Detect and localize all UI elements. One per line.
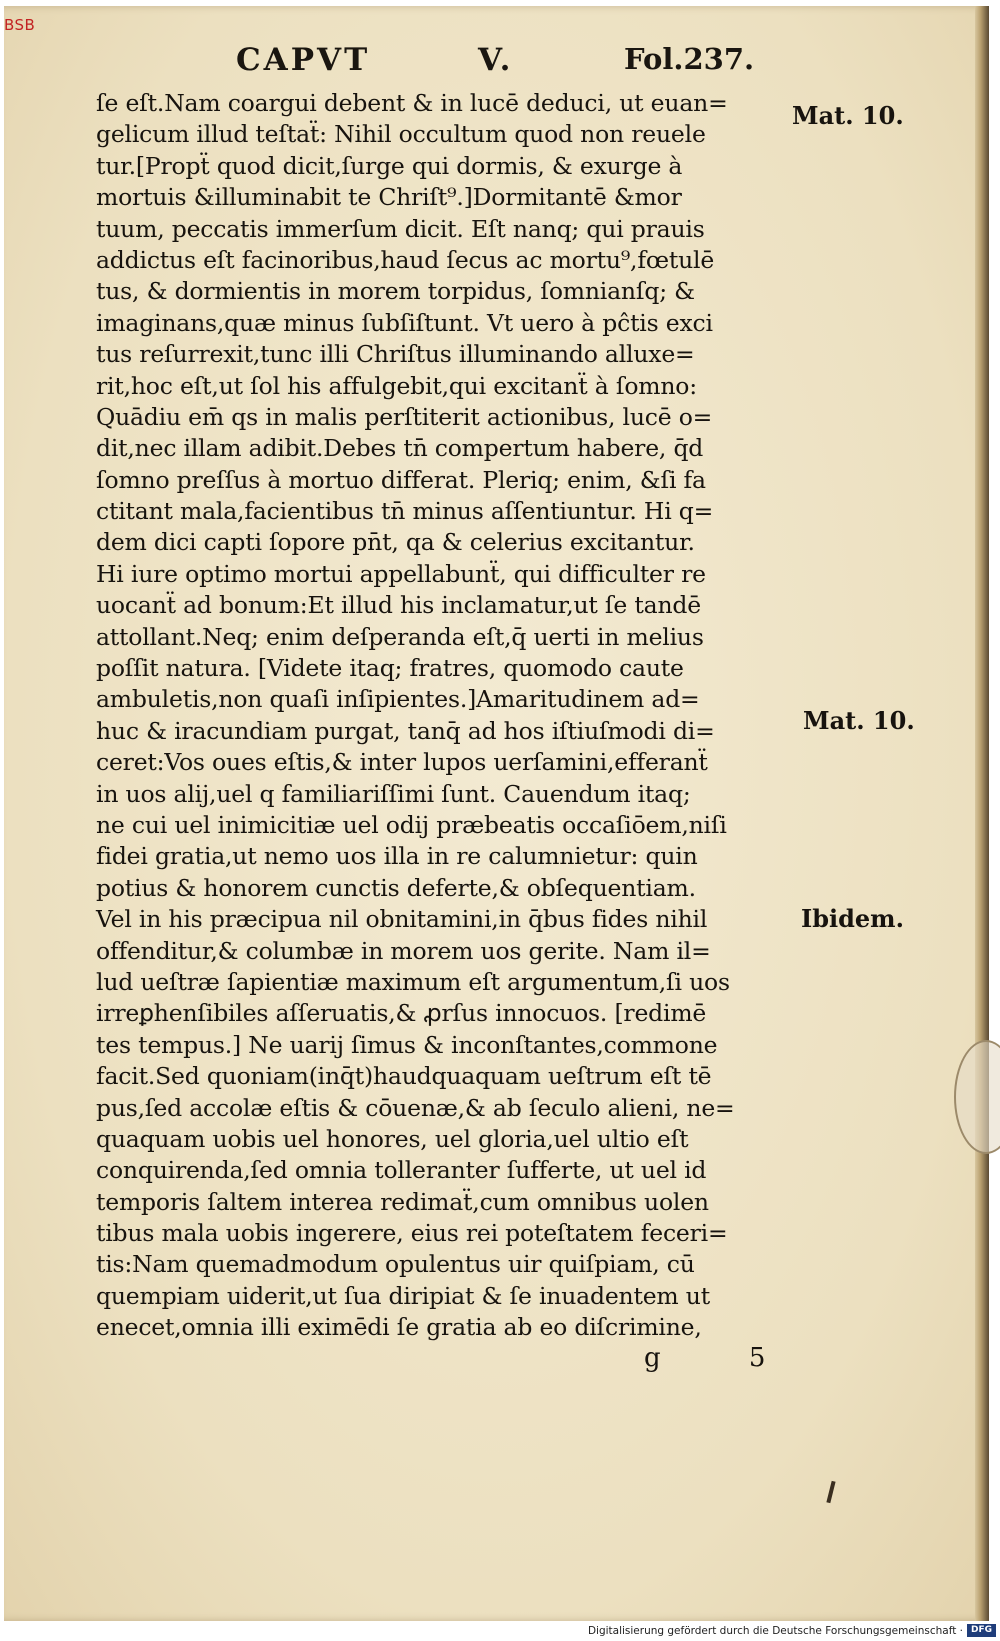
book-page — [4, 6, 989, 1621]
text-line: ne cui uel inimicitiæ uel odij præbeatis occaſiōem,niſi — [96, 810, 727, 839]
text-line: ambuletis,non quaſi inſipientes.]Amaritudinem ad= — [96, 685, 700, 714]
dfg-logo: DFG — [967, 1624, 996, 1637]
text-line: imaginans,quæ minus ſubſiſtunt. Vt uero à pĉtis exci — [96, 308, 713, 337]
text-line: potius & honorem cunctis deferte,& obſequentiam. — [96, 873, 696, 902]
text-line: huc & iracundiam purgat, tanq̄ ad hos iſtiuſmodi di= — [96, 716, 715, 745]
ink-mark — [826, 1481, 835, 1503]
text-line: facit.Sed quoniam(inq̄t)haudquaquam ueſtrum eſt tē — [96, 1062, 712, 1091]
text-line: ceret:Vos oues eſtis,& inter lupos uerſamini,efferanẗ — [96, 748, 708, 777]
text-line: pus,ſed accolæ eſtis & cōuenæ,& ab ſeculo alieni, ne= — [96, 1093, 735, 1122]
text-line: tus reſurrexit,tunc illi Chriſtus illuminando alluxe= — [96, 340, 695, 369]
text-line: enecet,omnia illi eximēdi ſe gratia ab eo diſcrimine, — [96, 1313, 702, 1342]
text-line: in uos alij,uel q familiariſſimi ſunt. Cauendum itaq; — [96, 779, 691, 808]
text-line: fidei gratia,ut nemo uos illa in re calumnietur: quin — [96, 842, 698, 871]
text-line: uocanẗ ad bonum:Et illud his inclamatur,ut ſe tandē — [96, 591, 701, 620]
page-fore-edge — [975, 6, 989, 1621]
text-line: rit,hoc eſt,ut ſol his affulgebit,qui excitanẗ à ſomno: — [96, 371, 697, 400]
text-line: ſe eſt.Nam coargui debent & in lucē deduci, ut euan= — [96, 89, 728, 117]
text-line: quaquam uobis uel honores, uel gloria,uel ultio eſt — [96, 1124, 689, 1153]
text-line: offenditur,& columbæ in morem uos gerite. Nam il= — [96, 936, 711, 965]
footer-credit: Digitalisierung gefördert durch die Deutsche Forschungsgemeinschaft · — [587, 1625, 963, 1637]
running-head-chapter: CAPVT — [236, 42, 371, 78]
text-line: ctitant mala,facientibus tn̄ minus aſſentiuntur. Hi q= — [96, 497, 714, 526]
text-line: gelicum illud teſtaẗ: Nihil occultum quod non reuele — [96, 120, 706, 149]
body-text — [96, 88, 796, 1344]
text-line: temporis ſaltem interea redimaẗ,cum omnibus uolen — [96, 1187, 709, 1216]
marginal-note: Ibidem. — [801, 904, 904, 933]
text-line: Quādiu em̄ qs in malis perſtiterit actionibus, lucē o= — [96, 402, 713, 431]
text-line: attollant.Neq; enim deſperanda eſt,q̄ uerti in melius — [96, 622, 704, 651]
marginal-note: Mat. 10. — [803, 706, 915, 735]
text-line: tibus mala uobis ingerere, eius rei poteſtatem feceri= — [96, 1219, 728, 1248]
text-line: tur.[Propẗ quod dicit,ſurge qui dormis, & exurge à — [96, 151, 683, 180]
text-line: Hi iure optimo mortui appellabunẗ, qui difficulter re — [96, 559, 706, 588]
text-line: poſſit natura. [Videte itaq; fratres, quomodo caute — [96, 654, 684, 683]
marginal-note: Mat. 10. — [792, 101, 904, 130]
text-line: tis:Nam quemadmodum opulentus uir quiſpiam, cū — [96, 1250, 695, 1279]
footer-bar — [0, 1621, 1000, 1641]
running-head-chapter-number: V. — [478, 42, 514, 78]
text-line: Vel in his præcipua nil obnitamini,in q̄bus fides nihil — [96, 905, 708, 934]
text-line: tus, & dormientis in morem torpidus, ſomnianſq; & — [96, 277, 695, 306]
running-head — [234, 42, 754, 82]
library-mark: BSB — [4, 16, 36, 34]
text-line: mortuis &illuminabit te Chriſt⁹.]Dormitantē &mor — [96, 183, 682, 212]
text-line: dem dici capti ſopore pn̄t, qa & celerius excitantur. — [96, 528, 695, 557]
text-line: lud ueſtræ ſapientiæ maximum eſt argumentum,ſi uos — [96, 967, 730, 996]
text-line: addictus eſt facinoribus,haud ſecus ac mortu⁹,fœtulē — [96, 245, 715, 274]
signature-mark: g 5 — [644, 1343, 806, 1373]
text-line: ſomno preſſus à mortuo differat. Pleriq; enim, &ſi fa — [96, 465, 706, 494]
text-line: quempiam uiderit,ut ſua diripiat & ſe inuadentem ut — [96, 1281, 710, 1310]
text-line: tuum, peccatis immerſum dicit. Eſt nanq; qui prauis — [96, 214, 705, 243]
text-line: irreꝑhenſibiles aſſeruatis,& ꝓrſus innocuos. [redimē — [96, 999, 707, 1028]
text-line: dit,nec illam adibit.Debes tn̄ compertum habere, q̄d — [96, 434, 704, 463]
text-line: conquirenda,ſed omnia tolleranter ſufferte, ut uel id — [96, 1156, 707, 1185]
running-head-folio: Fol.237. — [624, 42, 755, 76]
text-line: tes tempus.] Ne uarij ſimus & inconſtantes,commone — [96, 1030, 718, 1059]
